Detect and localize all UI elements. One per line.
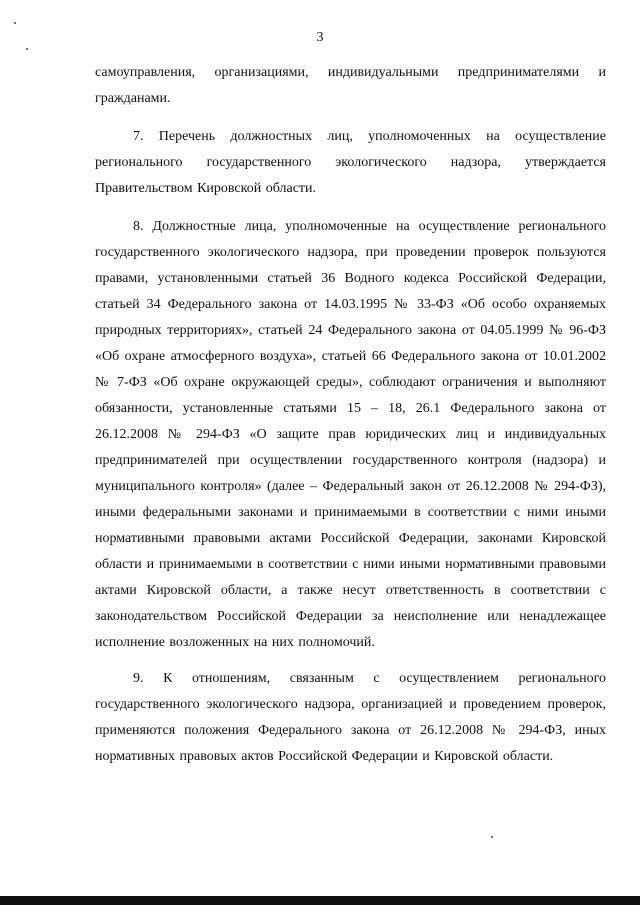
scan-speck bbox=[26, 48, 28, 50]
scan-speck bbox=[491, 836, 493, 838]
document-body bbox=[95, 60, 606, 770]
scan-border-bar bbox=[0, 896, 640, 905]
scan-speck bbox=[14, 22, 16, 24]
paragraph-7: 7. Перечень должностных лиц, уполномоченных на осуществление регионального государственного экологического надзора, утверждается Правительством Кировской области. bbox=[95, 129, 606, 196]
paragraph-continuation: самоуправления, организациями, индивидуальными предпринимателями и гражданами. bbox=[95, 65, 606, 106]
paragraph-9: 9. К отношениям, связанным с осуществлением регионального государственного экологического надзора, организацией и проведением проверок, применяются положения Федерального закона от 26.12.2008 № 294-ФЗ, иных нормативных правовых актов Российской Федерации и Кировской области. bbox=[95, 671, 606, 764]
paragraph-8: 8. Должностные лица, уполномоченные на осуществление регионального государственного экологического надзора, при проведении проверок пользуются правами, установленными статьей 36 Водного кодекса Российской Федерации, статьей 34 Федерального закона от 14.03.1995 № 33-ФЗ «Об особо охраняемых природных территориях», статьей 24 Федерального закона от 04.05.1999 № 96-ФЗ «Об охране атмосферного воздуха», статьей 66 Федерального закона от 10.01.2002 № 7-ФЗ «Об охране окружающей среды», соблюдают ограничения и выполняют обязанности, установленные статьями 15 – 18, 26.1 Федерального закона от 26.12.2008 № 294-ФЗ «О защите прав юридических лиц и индивидуальных предпринимателей при осуществлении государственного контроля (надзора) и муниципального контроля» (далее – Федеральный закон от 26.12.2008 № 294-ФЗ), иными федеральными законами и принимаемыми в соответствии с ними иными нормативными правовыми актами Российской Федерации, законами Кировской области и принимаемыми в соответствии с ними иными нормативными правовыми актами Кировской области, а также несут ответственность в соответствии с законодательством Российской Федерации за неисполнение или ненадлежащее исполнение возложенных на них полномочий. bbox=[95, 219, 606, 650]
page-number: 3 bbox=[316, 30, 324, 45]
